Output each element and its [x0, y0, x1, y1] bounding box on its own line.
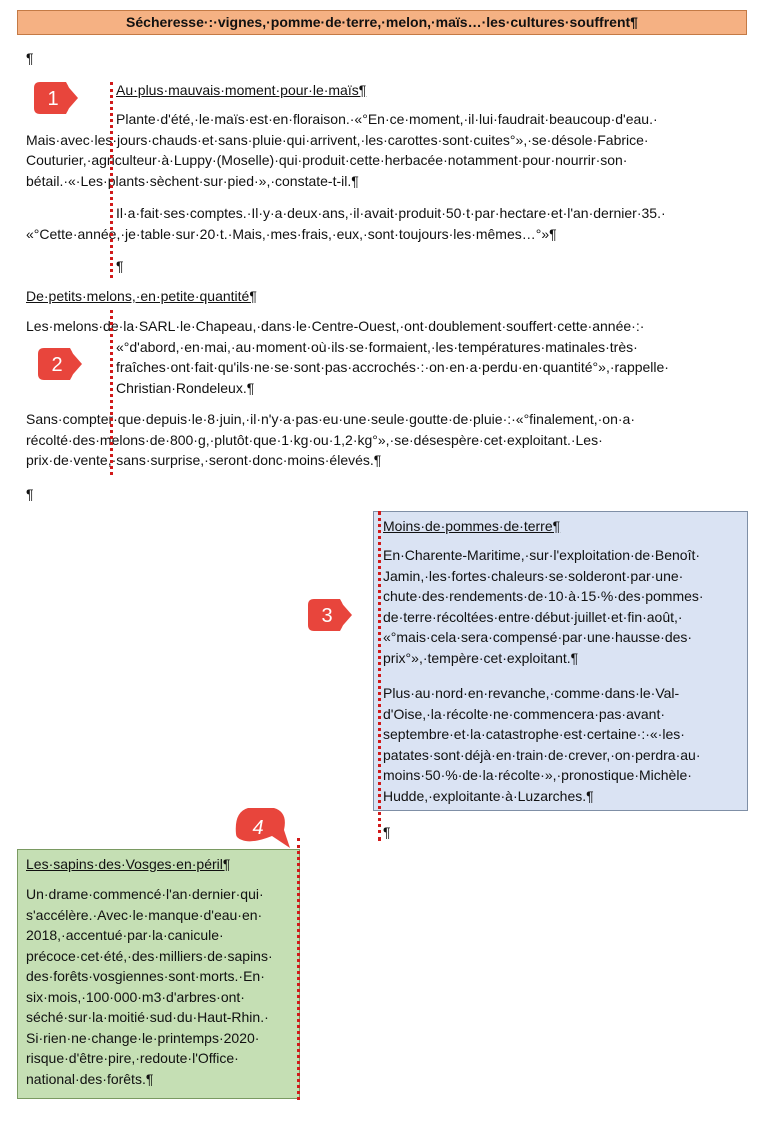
- text-line: «°d'abord,·en·mai,·au·moment·où·ils·se·formaient,·les·températures·matinales·très·: [116, 338, 638, 355]
- indent-guide-line: [110, 82, 113, 278]
- section3-heading: Moins·de·pommes·de·terre¶: [383, 518, 561, 534]
- text-line: «°mais·cela·sera·compensé·par·une·hausse·des·: [383, 629, 693, 645]
- callout-badge-4: [234, 804, 290, 848]
- indent-guide-line: [378, 511, 381, 841]
- section1-paragraph1: [26, 109, 742, 191]
- text-line: Christian·Rondeleux.¶: [116, 379, 255, 396]
- document-title: Sécheresse·:·vignes,·pomme·de·terre,·melon,·maïs…·les·cultures·souffrent¶: [17, 10, 747, 35]
- section2-paragraph1: [26, 316, 742, 398]
- callout-badge-3: [308, 595, 352, 635]
- text-line: Sans·compter·que·depuis·le·8·juin,·il·n'y·a·pas·eu·une·seule·goutte·de·pluie·:·«°finalement,·on·a·: [26, 411, 635, 427]
- text-line: de·terre·récoltées·entre·début·juillet·et·fin·août,·: [383, 608, 683, 625]
- text-line: six·mois,·100·000·m3·d'arbres·ont·: [26, 988, 245, 1005]
- text-line: bétail.·«·Les·plants·sèchent·sur·pied·»,·constate-t-il.¶: [26, 172, 359, 189]
- text-line: des·forêts·vosgiennes·sont·morts.·En·: [26, 968, 265, 984]
- empty-paragraph: ¶: [26, 486, 34, 502]
- callout-number: 4: [252, 817, 264, 839]
- callout-number: 1: [47, 88, 59, 110]
- text-line: récolté·des·melons·de·800·g,·plutôt·que·1·kg·ou·1,2·kg°»,·se·désespère·cet·exploitant.·Les·: [26, 431, 603, 448]
- indent-guide-line: [297, 838, 300, 1100]
- text-line: Un·drame·commencé·l'an·dernier·qui·: [26, 886, 264, 902]
- text-line: séché·sur·la·moitié·sud·du·Haut-Rhin.·: [26, 1009, 269, 1025]
- text-line: Hudde,·exploitante·à·Luzarches.¶: [383, 787, 594, 804]
- section2-paragraph2: [26, 409, 742, 471]
- text-line: Plante·d'été,·le·maïs·est·en·floraison.·«°En·ce·moment,·il·lui·faudrait·beaucoup·d'eau.·: [116, 111, 658, 127]
- section1-heading: Au·plus·mauvais·moment·pour·le·maïs¶: [116, 82, 367, 98]
- callout-number: 2: [51, 354, 63, 376]
- section1-paragraph2: [26, 203, 742, 244]
- text-line: Si·rien·ne·change·le·printemps·2020·: [26, 1029, 260, 1046]
- text-line: précoce·cet·été,·des·milliers·de·sapins·: [26, 947, 273, 964]
- text-line: Les·melons·de·la·SARL·le·Chapeau,·dans·le·Centre-Ouest,·ont·doublement·souffert·cette·année·:·: [26, 318, 645, 334]
- callout-badge-2: [38, 344, 82, 384]
- text-line: 2018,·accentué·par·la·canicule·: [26, 927, 224, 943]
- callout-number: 3: [321, 605, 333, 627]
- indent-guide-line: [110, 310, 113, 475]
- empty-paragraph: ¶: [26, 50, 34, 66]
- empty-paragraph: ¶: [116, 258, 124, 274]
- section4-heading: Les·sapins·des·Vosges·en·péril¶: [26, 856, 231, 872]
- text-line: patates·sont·déjà·en·train·de·crever,·on·perdra·au·: [383, 746, 701, 763]
- text-line: s'accélère.·Avec·le·manque·d'eau·en·: [26, 906, 263, 923]
- section2-heading: De·petits·melons,·en·petite·quantité¶: [26, 288, 257, 304]
- text-line: Plus·au·nord·en·revanche,·comme·dans·le·Val-: [383, 685, 680, 701]
- text-line: Jamin,·les·fortes·chaleurs·se·solderont·par·une·: [383, 567, 684, 584]
- section3-paragraph1: [383, 545, 743, 668]
- text-line: Il·a·fait·ses·comptes.·Il·y·a·deux·ans,·il·avait·produit·50·t·par·hectare·et·l'an·dernier·35.·: [116, 205, 666, 221]
- text-line: prix·de·vente,·sans·surprise,·seront·donc·moins·élevés.¶: [26, 452, 382, 468]
- text-line: septembre·et·la·catastrophe·est·certaine·:·«·les·: [383, 726, 685, 742]
- text-line: fraîches·ont·fait·qu'ils·ne·se·sont·pas·accrochés·:·on·en·a·perdu·en·quantité°»,·rappelle·: [116, 359, 669, 375]
- text-line: «°Cette·année,·je·table·sur·20·t.·Mais,·mes·frais,·eux,·sont·toujours·les·mêmes…°»¶: [26, 225, 557, 242]
- text-line: Mais·avec·les·jours·chauds·et·sans·pluie·qui·arrivent,·les·carottes·sont·cuites°»,·se·désole·Fabrice·: [26, 131, 649, 148]
- section4-paragraph: [26, 884, 296, 1089]
- text-line: moins·50·%·de·la·récolte·»,·pronostique·Michèle·: [383, 767, 692, 783]
- text-line: En·Charente-Maritime,·sur·l'exploitation·de·Benoît·: [383, 547, 701, 563]
- text-line: Couturier,·agriculteur·à·Luppy·(Moselle)·qui·produit·cette·herbacée·notamment·pour·nourrir·son·: [26, 152, 628, 168]
- text-line: risque·d'être·pire,·redoute·l'Office·: [26, 1050, 239, 1066]
- empty-paragraph: ¶: [383, 824, 391, 840]
- text-line: prix°»,·tempère·cet·exploitant.¶: [383, 649, 579, 666]
- text-line: d'Oise,·la·récolte·ne·commencera·pas·avant·: [383, 705, 665, 722]
- text-line: national·des·forêts.¶: [26, 1070, 154, 1087]
- text-line: chute·des·rendements·de·10·à·15·%·des·pommes·: [383, 588, 704, 604]
- section3-paragraph2: [383, 683, 743, 806]
- callout-badge-1: [34, 78, 78, 118]
